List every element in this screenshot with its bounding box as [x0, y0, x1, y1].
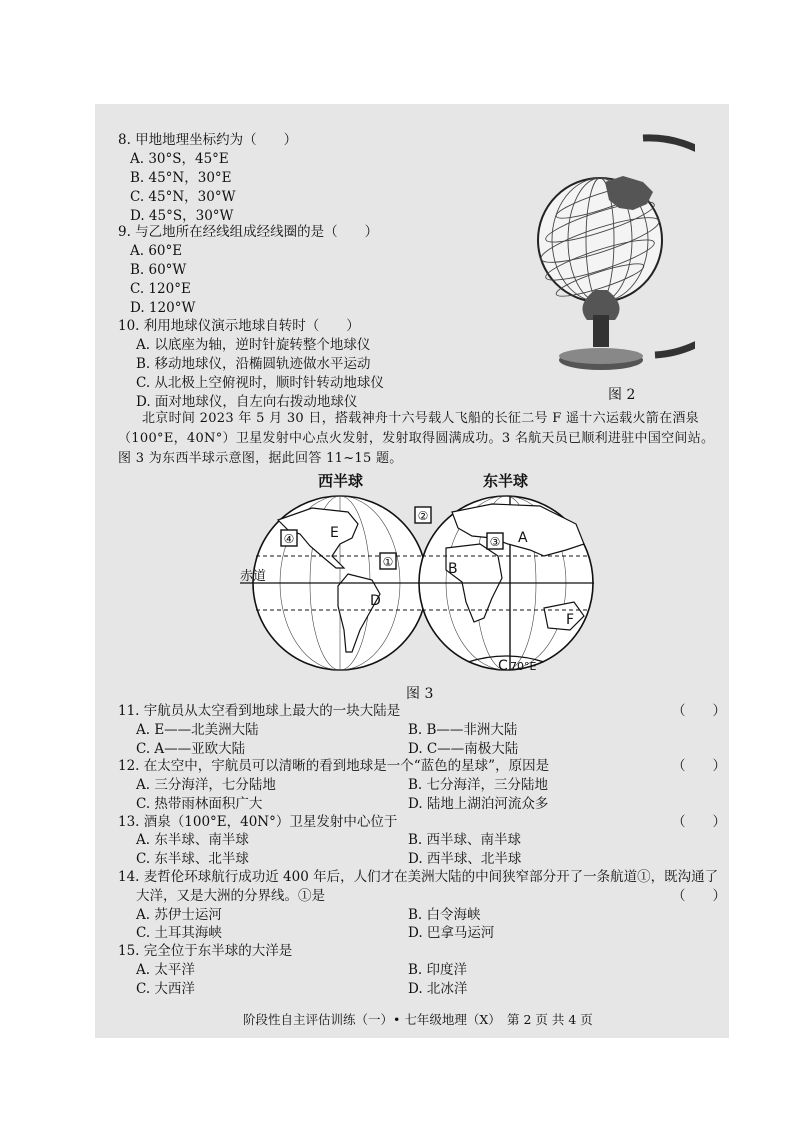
q11-option-d: D. C——南极大陆	[408, 741, 519, 757]
q12-option-d: D. 陆地上湖泊河流众多	[408, 796, 549, 812]
q13-option-a: A. 东半球、南半球	[136, 832, 249, 848]
q13-option-c: C. 东半球、北半球	[136, 851, 249, 867]
q9-option-a: A. 60°E	[130, 243, 183, 259]
q15-stem: 15. 完全位于东半球的大洋是	[118, 943, 293, 959]
q10-option-c: C. 从北极上空俯视时，顺时针转动地球仪	[136, 375, 384, 391]
q15-option-c: C. 大西洋	[136, 981, 195, 997]
page-footer: 阶段性自主评估训练（一）• 七年级地理（X） 第 2 页 共 4 页	[243, 1012, 593, 1027]
q13-option-b: B. 西半球、南半球	[408, 832, 522, 848]
q9-option-d: D. 120°W	[130, 300, 196, 316]
q9-option-b: B. 60°W	[130, 262, 187, 278]
q12-answer-paren: （ ）	[672, 758, 726, 774]
longitude-70e-label: 70°E	[510, 660, 537, 673]
label-f: F	[566, 612, 575, 628]
q14-option-b: B. 白令海峡	[408, 907, 481, 923]
q10-stem: 10. 利用地球仪演示地球自转时（ ）	[118, 318, 360, 334]
q10-option-d: D. 面对地球仪，自左向右拨动地球仪	[136, 394, 358, 410]
q13-stem: 13. 酒泉（100°E，40N°）卫星发射中心位于	[118, 814, 398, 830]
q8-option-d: D. 45°S，30°W	[130, 208, 234, 224]
western-hemisphere-title: 西半球	[318, 472, 364, 490]
q12-stem: 12. 在太空中，宇航员可以清晰的看到地球是一个“蓝色的星球”，原因是	[118, 758, 550, 774]
marker-3-label: ③	[489, 535, 501, 549]
globe-stand	[593, 315, 609, 347]
equator-label: 赤道	[240, 569, 267, 584]
globe-figure	[535, 130, 695, 385]
passage-line-1: 北京时间 2023 年 5 月 30 日，搭载神舟十六号载人飞船的长征二号 F 遥十六运载火箭在酒泉	[142, 411, 699, 426]
q11-option-b: B. B——非洲大陆	[408, 722, 518, 738]
label-a: A	[518, 530, 528, 546]
q14-option-d: D. 巴拿马运河	[408, 925, 495, 941]
q12-option-c: C. 热带雨林面积广大	[136, 796, 263, 812]
q8-stem: 8. 甲地地理坐标约为（ ）	[118, 132, 298, 148]
q14-answer-paren: （ ）	[672, 888, 726, 904]
q15-option-b: B. 印度洋	[408, 962, 468, 978]
q11-option-a: A. E——北美洲大陆	[136, 722, 259, 738]
label-e: E	[330, 525, 339, 541]
q8-option-a: A. 30°S，45°E	[130, 151, 229, 167]
q14-stem: 14. 麦哲伦环球航行成功近 400 年后，人们才在美洲大陆的中间狭窄部分开了一条航道①，既沟通了	[118, 869, 719, 885]
q11-answer-paren: （ ）	[672, 703, 726, 719]
passage-line-2: （100°E，40N°）卫星发射中心点火发射，发射取得圆满成功。3 名航天员已顺利进驻中国空间站。	[118, 431, 715, 446]
q15-option-a: A. 太平洋	[136, 962, 195, 978]
label-d: D	[370, 593, 381, 609]
label-b: B	[448, 561, 458, 577]
figure3-caption: 图 3	[406, 686, 434, 702]
q14-option-a: A. 苏伊士运河	[136, 907, 222, 923]
q11-option-c: C. A——亚欧大陆	[136, 741, 246, 757]
q11-stem: 11. 宇航员从太空看到地球上最大的一块大陆是	[118, 703, 401, 719]
q12-option-a: A. 三分海洋，七分陆地	[136, 777, 276, 793]
q13-option-d: D. 西半球、北半球	[408, 851, 522, 867]
q10-option-a: A. 以底座为轴，逆时针旋转整个地球仪	[136, 337, 371, 353]
passage-line-3: 图 3 为东西半球示意图，据此回答 11~15 题。	[118, 451, 403, 466]
q12-option-b: B. 七分海洋，三分陆地	[408, 777, 549, 793]
q14-stem-line2: 大洋，又是大洲的分界线。①是	[136, 888, 325, 904]
q10-option-b: B. 移动地球仪，沿椭圆轨迹做水平运动	[136, 356, 371, 372]
label-c: C	[498, 658, 508, 674]
q15-option-d: D. 北冰洋	[408, 981, 468, 997]
eastern-hemisphere-title: 东半球	[483, 472, 529, 490]
q8-option-c: C. 45°N，30°W	[130, 189, 236, 205]
marker-4-label: ④	[283, 532, 295, 546]
q9-stem: 9. 与乙地所在经线组成经线圈的是（ ）	[118, 224, 379, 240]
q8-option-b: B. 45°N，30°E	[130, 170, 232, 186]
q13-answer-paren: （ ）	[672, 814, 726, 830]
marker-1-label: ①	[382, 555, 394, 569]
figure2-caption: 图 2	[608, 387, 636, 403]
q14-option-c: C. 土耳其海峡	[136, 925, 222, 941]
q9-option-c: C. 120°E	[130, 281, 191, 297]
marker-2-label: ②	[417, 509, 429, 523]
hemispheres-map	[240, 490, 595, 680]
